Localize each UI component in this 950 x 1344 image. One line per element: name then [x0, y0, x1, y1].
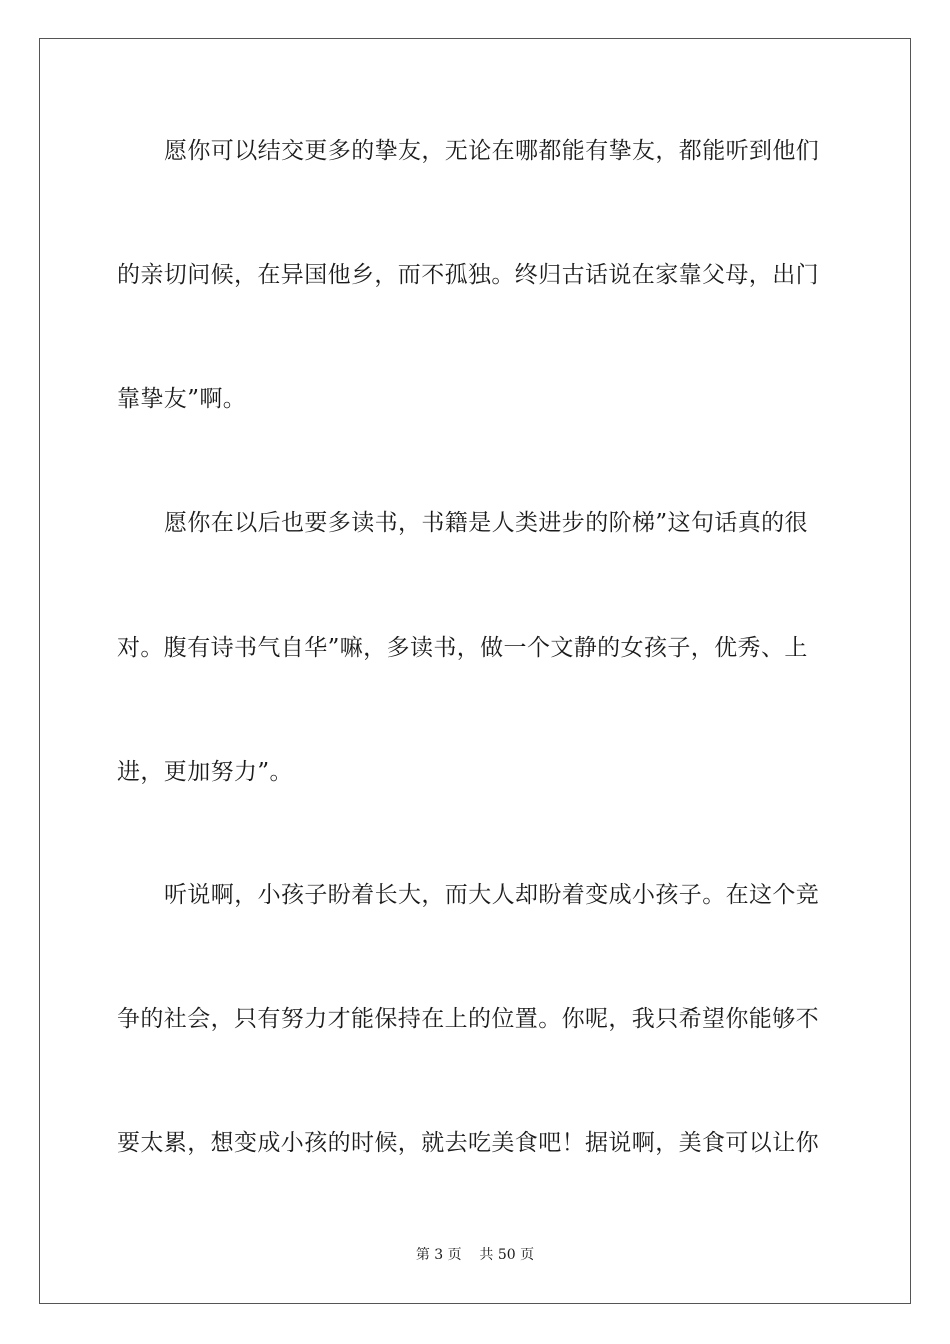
paragraph-3-line-3: 要太累，想变成小孩的时候，就去吃美食吧！据说啊，美食可以让你 [117, 1130, 819, 1156]
paragraph-1-line-1: 愿你可以结交更多的挚友，无论在哪都能有挚友，都能听到他们 [164, 138, 820, 164]
page-number-footer: 第 3 页 共 50 页 [415, 1247, 535, 1263]
paragraph-2-line-3: 进，更加努力”。 [117, 759, 293, 785]
paragraph-3-line-2: 争的社会，只有努力才能保持在上的位置。你呢，我只希望你能够不 [117, 1006, 819, 1032]
paragraph-3-line-1: 听说啊，小孩子盼着长大，而大人却盼着变成小孩子。在这个竞 [164, 882, 820, 908]
paragraph-1-line-3: 靠挚友”啊。 [117, 386, 247, 412]
paragraph-2-line-1: 愿你在以后也要多读书，书籍是人类进步的阶梯”这句话真的很 [164, 510, 808, 536]
paragraph-2-line-2: 对。腹有诗书气自华”嘛，多读书，做一个文静的女孩子，优秀、上 [117, 635, 808, 661]
paragraph-1-line-2: 的亲切问候，在异国他乡，而不孤独。终归古话说在家靠父母，出门 [117, 262, 819, 288]
page-border [39, 38, 911, 1304]
